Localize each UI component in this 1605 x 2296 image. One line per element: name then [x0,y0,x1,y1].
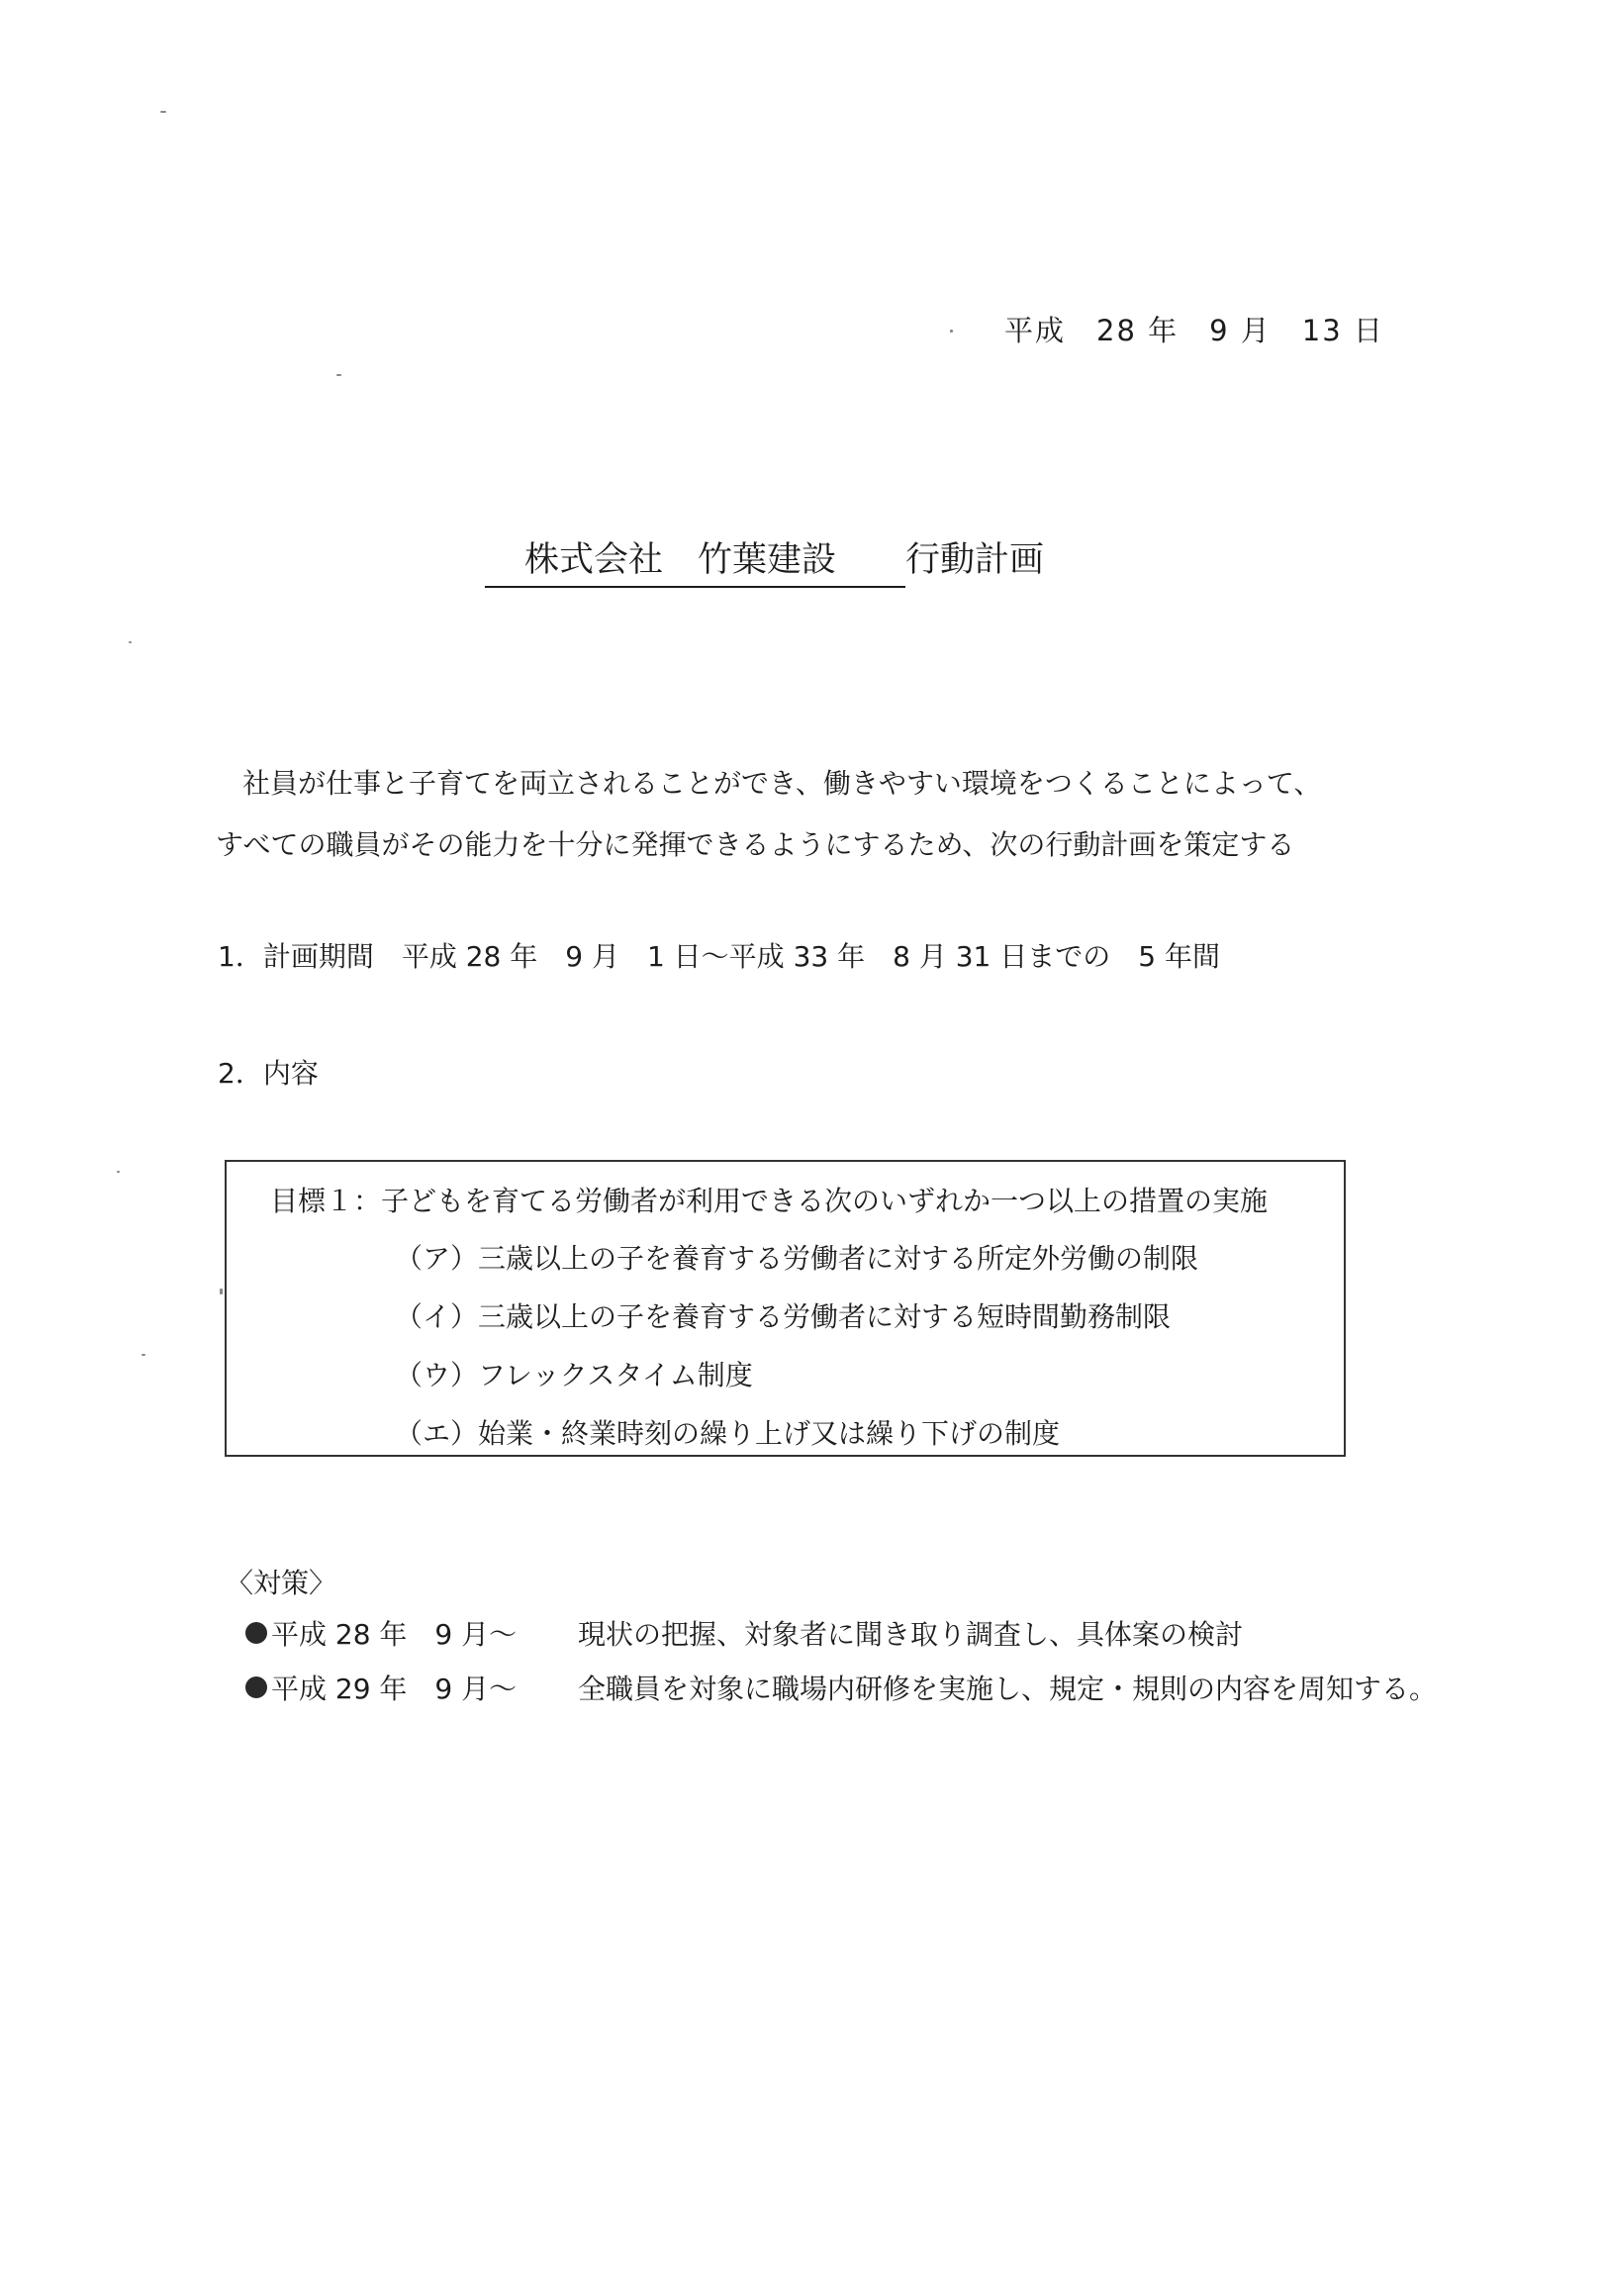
measure-item [245,1613,1243,1653]
goal-box [225,1160,1346,1457]
title-suffix: 行動計画 [905,540,1045,580]
goal-item: （イ）三歳以上の子を養育する労働者に対する短時間勤務制限 [395,1300,1172,1333]
scan-speck [336,374,341,376]
plan-period: 1．計画期間 平成 28 年 9 月 1 日～平成 33 年 8 月 31 日までの 5 年間 [218,940,1220,973]
measure-date: 平成 28 年 9 月～ [271,1618,518,1651]
content-heading: 2．内容 [218,1057,319,1090]
measure-text: 現状の把握、対象者に聞き取り調査し、具体案の検討 [578,1618,1244,1651]
goal-title: 目標１：子どもを育てる労働者が利用できる次のいずれか一つ以上の措置の実施 [270,1185,1269,1217]
intro-line-1: 社員が仕事と子育てを両立されることができ、働きやすい環境をつくることによって、 [242,767,1322,800]
scan-speck [950,330,953,333]
document-title [485,532,1044,588]
scan-speck [160,111,166,113]
goal-item: （ウ）フレックスタイム制度 [395,1359,753,1391]
scan-speck [142,1354,145,1356]
measure-item [245,1668,1437,1707]
goal-item: （ア）三歳以上の子を養育する労働者に対する所定外労働の制限 [395,1242,1199,1275]
measure-text: 全職員を対象に職場内研修を実施し、規定・規則の内容を周知する。 [578,1673,1438,1705]
bullet-icon [245,1622,267,1644]
document-date: 平成 28 年 9 月 13 日 [1004,314,1384,347]
measures-heading: 〈対策〉 [226,1567,337,1599]
goal-list [395,1237,1198,1471]
measure-date: 平成 29 年 9 月～ [271,1673,518,1705]
scan-speck [129,641,132,643]
scan-speck [220,1289,223,1294]
goal-item: （エ）始業・終業時刻の繰り上げ又は繰り下げの制度 [395,1417,1061,1450]
bullet-icon [245,1676,267,1698]
scan-speck [117,1171,120,1173]
title-company: 株式会社 竹葉建設 [485,532,905,588]
intro-line-2: すべての職員がその能力を十分に発揮できるようにするため、次の行動計画を策定する [216,828,1295,861]
